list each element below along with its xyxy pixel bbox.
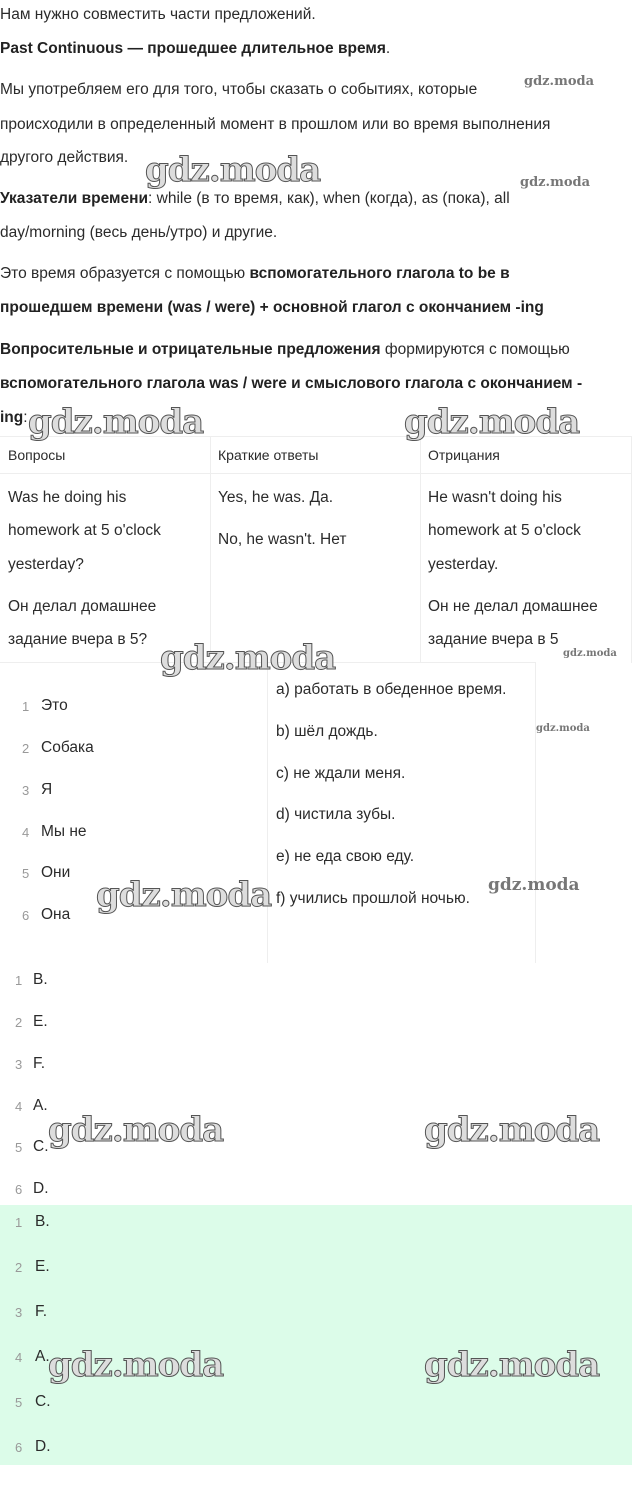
table-column-questions: [0, 437, 211, 663]
match-right-item: a) работать в обеденное время.: [276, 681, 507, 698]
questions-line-1: Вопросительные и отрицательные предложения формируются с помощью: [0, 341, 570, 358]
table-cell: yesterday?: [8, 556, 84, 573]
match-left-item: Мы не: [41, 823, 87, 840]
time-markers-line-2: day/morning (весь день/утро) и другие.: [0, 224, 278, 241]
item-number: 5: [15, 1395, 23, 1410]
match-left-column: [0, 662, 268, 963]
formation-line-2: прошедшем времени (was / were) + основной глагол с окончанием -ing: [0, 299, 544, 316]
watermark: gdz.moda: [28, 402, 204, 442]
answer-item: A.: [35, 1348, 50, 1365]
answer-item: B.: [33, 971, 48, 988]
table-cell: Он делал домашнее: [8, 598, 157, 615]
match-left-item: Они: [41, 864, 71, 881]
item-number: 1: [15, 1215, 23, 1230]
item-number: 4: [22, 825, 30, 840]
watermark: gdz.moda: [96, 875, 272, 915]
watermark: gdz.moda: [48, 1110, 224, 1150]
watermark: gdz.moda: [488, 875, 580, 895]
usage-line-2: происходили в определенный момент в прошлом или во время выполнения: [0, 116, 551, 133]
item-number: 2: [15, 1015, 23, 1030]
item-number: 1: [15, 973, 23, 988]
match-left-item: Она: [41, 906, 71, 923]
answer-item: C.: [33, 1138, 49, 1155]
watermark: gdz.moda: [524, 74, 595, 89]
table-cell: Он не делал домашнее: [428, 598, 598, 615]
intro-text: Нам нужно совместить части предложений.: [0, 6, 316, 23]
table-cell: задание вчера в 5: [428, 631, 559, 648]
grammar-title: Past Continuous — прошедшее длительное время.: [0, 40, 391, 57]
table-cell: He wasn't doing his: [428, 489, 562, 506]
table-cell: yesterday.: [428, 556, 499, 573]
table-cell: homework at 5 o'clock: [428, 522, 581, 539]
watermark: gdz.moda: [145, 150, 321, 190]
watermark: gdz.moda: [160, 638, 336, 678]
table-header: Краткие ответы: [210, 437, 420, 474]
match-right-item: c) не ждали меня.: [276, 765, 406, 782]
table-cell: homework at 5 o'clock: [8, 522, 161, 539]
table-cell: Yes, he was. Да.: [218, 489, 334, 506]
table-header: Вопросы: [0, 437, 210, 474]
grammar-table: [0, 436, 632, 663]
match-right-item: e) не еда свою еду.: [276, 848, 415, 865]
usage-line-1: Мы употребляем его для того, чтобы сказать о событиях, которые: [0, 81, 478, 98]
watermark: gdz.moda: [404, 402, 580, 442]
answer-item: F.: [33, 1055, 46, 1072]
watermark: gdz.moda: [536, 723, 590, 734]
table-column-short-answers: [210, 437, 421, 663]
table-header: Отрицания: [420, 437, 631, 474]
watermark: gdz.moda: [424, 1110, 600, 1150]
table-column-negatives: [420, 437, 632, 663]
answer-item: D.: [33, 1180, 49, 1197]
usage-line-3: другого действия.: [0, 149, 129, 166]
item-number: 6: [15, 1182, 23, 1197]
watermark: gdz.moda: [48, 1345, 224, 1385]
watermark: gdz.moda: [520, 175, 591, 190]
answer-item: C.: [35, 1393, 51, 1410]
item-number: 6: [15, 1440, 23, 1455]
highlighted-answer-list: [0, 1205, 632, 1465]
item-number: 2: [15, 1260, 23, 1275]
item-number: 5: [15, 1140, 23, 1155]
watermark: gdz.moda: [563, 648, 617, 659]
item-number: 2: [22, 741, 30, 756]
item-number: 6: [22, 908, 30, 923]
answer-item: F.: [35, 1303, 48, 1320]
item-number: 4: [15, 1099, 23, 1114]
answer-item: E.: [33, 1013, 48, 1030]
answer-item: B.: [35, 1213, 50, 1230]
match-left-item: Это: [41, 697, 68, 714]
questions-line-3: ing:: [0, 409, 28, 426]
item-number: 3: [15, 1305, 23, 1320]
questions-line-2: вспомогательного глагола was / were и смыслового глагола с окончанием -: [0, 375, 583, 392]
table-cell: No, he wasn't. Нет: [218, 531, 347, 548]
table-cell: Was he doing his: [8, 489, 127, 506]
match-right-item: f) учились прошлой ночью.: [276, 890, 470, 907]
item-number: 5: [22, 866, 30, 881]
match-left-item: Я: [41, 781, 53, 798]
item-number: 3: [22, 783, 30, 798]
answer-item: E.: [35, 1258, 50, 1275]
answer-item: A.: [33, 1097, 48, 1114]
answer-item: D.: [35, 1438, 51, 1455]
item-number: 1: [22, 699, 30, 714]
match-left-item: Собака: [41, 739, 94, 756]
item-number: 4: [15, 1350, 23, 1365]
item-number: 3: [15, 1057, 23, 1072]
formation-line-1: Это время образуется с помощью вспомогательного глагола to be в: [0, 265, 510, 282]
table-cell: задание вчера в 5?: [8, 631, 148, 648]
match-right-item: d) чистила зубы.: [276, 806, 396, 823]
time-markers-line-1: Указатели времени: while (в то время, как), when (когда), as (пока), all: [0, 190, 510, 207]
match-right-item: b) шёл дождь.: [276, 723, 378, 740]
match-right-column: [268, 662, 536, 963]
watermark: gdz.moda: [424, 1345, 600, 1385]
